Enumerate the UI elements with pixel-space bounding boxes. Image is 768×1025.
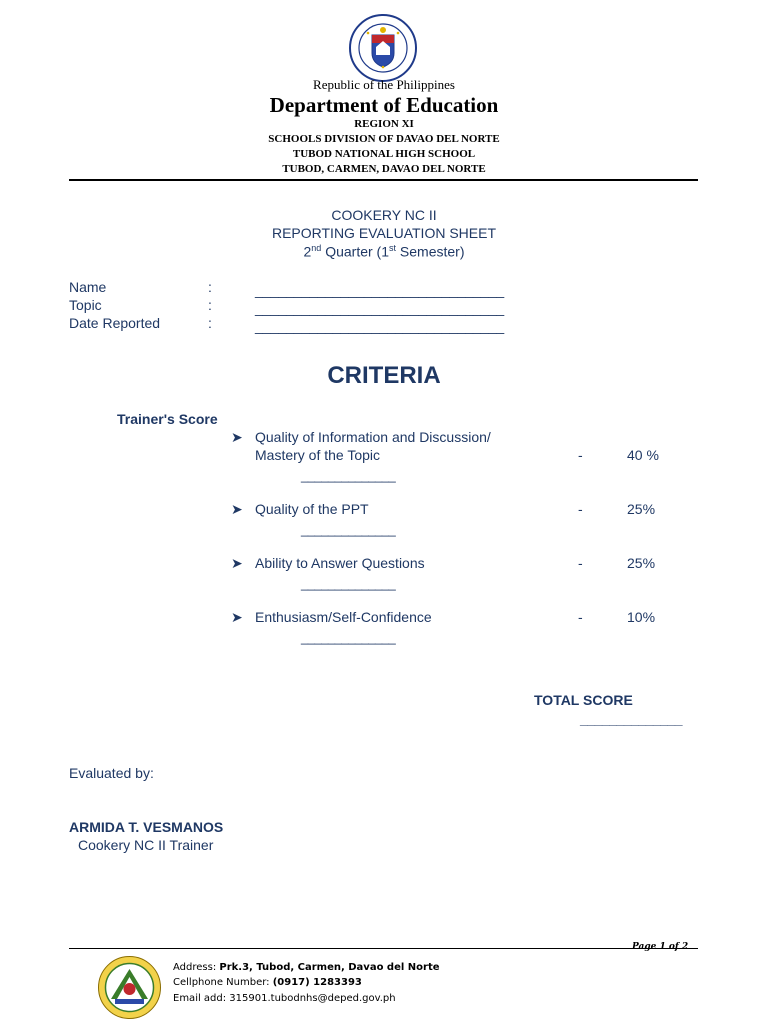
criterion-1-blank: ______________ bbox=[301, 468, 396, 483]
criterion-2-text: Quality of the PPT bbox=[255, 501, 369, 517]
total-score-label: TOTAL SCORE bbox=[534, 692, 633, 708]
name-blank: ________________________________ bbox=[255, 282, 505, 298]
school-logo-icon bbox=[97, 955, 162, 1020]
criterion-3-blank: ______________ bbox=[301, 576, 396, 591]
evaluator-role: Cookery NC II Trainer bbox=[78, 837, 214, 853]
sheet-title: REPORTING EVALUATION SHEET bbox=[271, 225, 497, 241]
arrow-bullet-icon: ➤ bbox=[231, 555, 243, 571]
department-title: Department of Education bbox=[269, 93, 499, 117]
criterion-1-line1: Quality of Information and Discussion/ bbox=[255, 429, 491, 445]
criterion-4-dash: - bbox=[578, 609, 583, 625]
criterion-2-weight: 25% bbox=[627, 501, 656, 517]
topic-label: Topic bbox=[69, 297, 102, 313]
criteria-heading: CRITERIA bbox=[327, 362, 441, 389]
trainers-score-label: Trainer's Score bbox=[117, 411, 218, 427]
footer-phone: Cellphone Number: (0917) 1283393 bbox=[173, 977, 362, 988]
name-label: Name bbox=[69, 279, 107, 295]
quarter-line: 2nd Quarter (1st Semester) bbox=[303, 243, 465, 260]
footer-divider bbox=[69, 948, 698, 949]
footer-email: Email add: 315901.tubodnhs@deped.gov.ph bbox=[173, 993, 396, 1004]
date-colon: : bbox=[208, 315, 212, 331]
total-score-blank: ______________ bbox=[580, 711, 683, 727]
criterion-3-dash: - bbox=[578, 555, 583, 571]
division-line: SCHOOLS DIVISION OF DAVAO DEL NORTE bbox=[268, 133, 500, 145]
criterion-2-dash: - bbox=[578, 501, 583, 517]
arrow-bullet-icon: ➤ bbox=[231, 429, 243, 445]
arrow-bullet-icon: ➤ bbox=[231, 501, 243, 517]
deped-seal-icon bbox=[348, 13, 418, 83]
criterion-1-weight: 40 % bbox=[627, 447, 659, 463]
criterion-3-text: Ability to Answer Questions bbox=[255, 555, 425, 571]
name-colon: : bbox=[208, 279, 212, 295]
topic-blank: ________________________________ bbox=[255, 300, 505, 316]
region-line: REGION XI bbox=[354, 118, 414, 130]
republic-line: Republic of the Philippines bbox=[313, 77, 455, 92]
evaluator-name: ARMIDA T. VESMANOS bbox=[69, 819, 224, 835]
criterion-1-line2: Mastery of the Topic bbox=[255, 447, 381, 463]
criterion-2-blank: ______________ bbox=[301, 522, 396, 537]
criterion-4-text: Enthusiasm/Self-Confidence bbox=[255, 609, 432, 625]
page-number: Page 1 of 2 bbox=[632, 942, 689, 952]
criterion-3-weight: 25% bbox=[627, 555, 656, 571]
header-divider bbox=[69, 179, 698, 181]
address-line: TUBOD, CARMEN, DAVAO DEL NORTE bbox=[282, 163, 486, 175]
criterion-1-dash: - bbox=[578, 447, 583, 463]
footer-address: Address: Prk.3, Tubod, Carmen, Davao del Norte bbox=[173, 962, 440, 973]
date-reported-label: Date Reported bbox=[69, 315, 161, 331]
criterion-4-blank: ______________ bbox=[301, 630, 396, 645]
evaluated-by-label: Evaluated by: bbox=[69, 765, 154, 781]
date-blank: ________________________________ bbox=[255, 318, 505, 334]
topic-colon: : bbox=[208, 297, 212, 313]
school-line: TUBOD NATIONAL HIGH SCHOOL bbox=[292, 148, 476, 160]
criterion-4-weight: 10% bbox=[627, 609, 656, 625]
course-title: COOKERY NC II bbox=[331, 207, 437, 223]
arrow-bullet-icon: ➤ bbox=[231, 609, 243, 625]
